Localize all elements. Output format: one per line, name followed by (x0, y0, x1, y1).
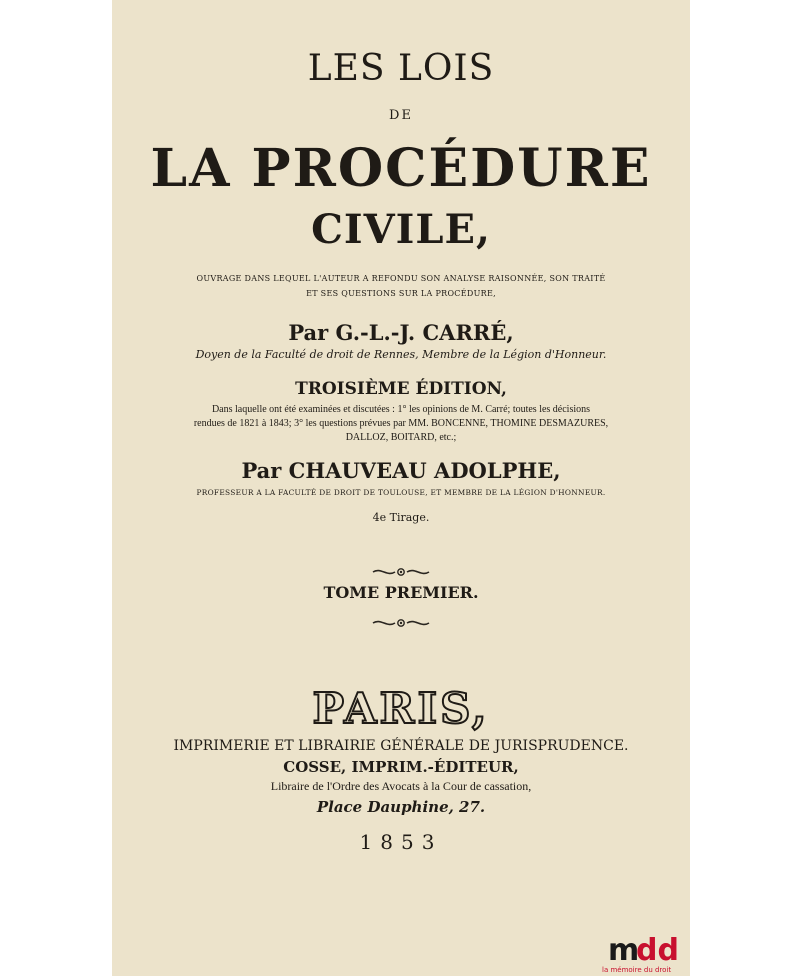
title-page (112, 0, 690, 976)
edition-note-line-1: Dans laquelle ont été examinées et discutées : 1° les opinions de M. Carré; toutes les décisions (211, 404, 591, 415)
editor-title: PROFESSEUR A LA FACULTÉ DE DROIT DE TOULOUSE, ET MEMBRE DE LA LÉGION D'HONNEUR. (196, 488, 606, 497)
printer-note: Libraire de l'Ordre des Avocats à la Cour de cassation, (270, 779, 532, 793)
title-line-1: LES LOIS (307, 48, 495, 89)
ornament-bottom (112, 614, 690, 633)
title-de: DE (389, 108, 413, 123)
subtitle-line-1: OUVRAGE DANS LEQUEL L'AUTEUR A REFONDU SON ANALYSE RAISONNÉE, SON TRAITÉ (196, 274, 606, 283)
editor-line: Par CHAUVEAU ADOLPHE, (241, 458, 561, 483)
edition-note-line-2: rendues de 1821 à 1843; 3° les questions prévues par MM. BONCENNE, THOMINE DESMAZURES, (193, 418, 609, 429)
svg-text:dd: dd (636, 933, 679, 968)
printer-line: COSSE, IMPRIM.-ÉDITEUR, (283, 758, 519, 776)
title-line-3: CIVILE, (311, 206, 491, 253)
svg-text:la mémoire du droit: la mémoire du droit (602, 966, 672, 974)
edition-note-line-3: DALLOZ, BOITARD, etc.; (345, 432, 457, 443)
edition-line: TROISIÈME ÉDITION, (295, 379, 507, 399)
ornament-top (112, 563, 690, 582)
mdd-logo (598, 930, 690, 976)
address-line: Place Dauphine, 27. (316, 798, 486, 816)
mdd-logo-icon (598, 930, 690, 976)
city-line: PARIS, (312, 684, 490, 733)
subtitle-line-2: ET SES QUESTIONS SUR LA PROCÉDURE, (306, 289, 496, 298)
ornament-flourish-icon (371, 566, 431, 578)
svg-text:m: m (608, 933, 640, 968)
author-title: Doyen de la Faculté de droit de Rennes, Membre de la Légion d'Honneur. (195, 348, 607, 361)
publisher-line: IMPRIMERIE ET LIBRAIRIE GÉNÉRALE DE JURISPRUDENCE. (173, 738, 629, 754)
year-line: 1853 (359, 830, 443, 854)
author-line: Par G.-L.-J. CARRÉ, (288, 320, 514, 345)
title-line-2: LA PROCÉDURE (150, 138, 652, 199)
ornament-flourish-icon (371, 617, 431, 629)
volume-line: TOME PREMIER. (323, 583, 479, 602)
tirage-line: 4e Tirage. (372, 511, 430, 524)
